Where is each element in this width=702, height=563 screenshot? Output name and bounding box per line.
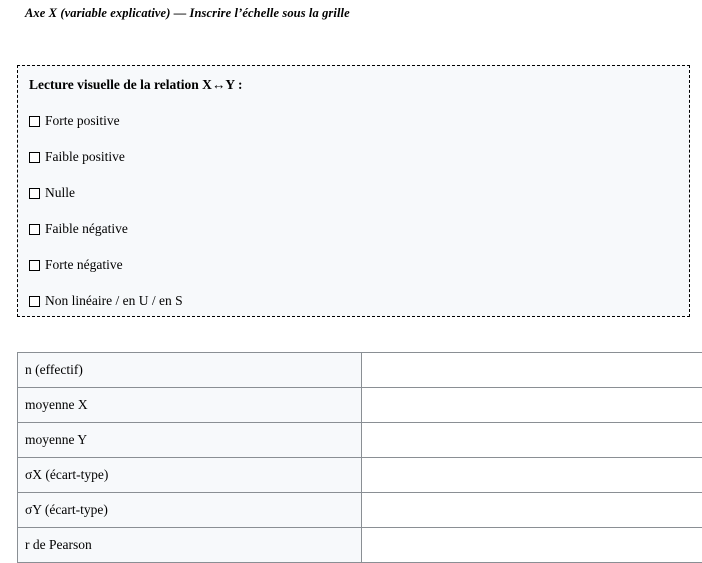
table-row-value[interactable] bbox=[362, 528, 702, 563]
checkbox-option-label: Forte positive bbox=[45, 111, 120, 131]
table-row bbox=[18, 353, 702, 388]
table-row-value[interactable] bbox=[362, 493, 702, 528]
table-row-value[interactable] bbox=[362, 353, 702, 388]
checkbox-option-label: Non linéaire / en U / en S bbox=[45, 291, 183, 311]
checkbox-option-label: Nulle bbox=[45, 183, 75, 203]
table-row-value[interactable] bbox=[362, 388, 702, 423]
table-row-label: σX (écart-type) bbox=[18, 458, 362, 493]
checkbox-option-non-lineaire[interactable] bbox=[29, 291, 689, 311]
checkbox-option-label: Forte négative bbox=[45, 255, 123, 275]
checkbox-option-forte-negative[interactable] bbox=[29, 255, 689, 275]
checkbox-option-forte-positive[interactable] bbox=[29, 111, 689, 131]
table-row-label: σY (écart-type) bbox=[18, 493, 362, 528]
checkbox-option-nulle[interactable] bbox=[29, 183, 689, 203]
table-row-value[interactable] bbox=[362, 423, 702, 458]
statistics-table bbox=[17, 352, 702, 563]
table-row-label: r de Pearson bbox=[18, 528, 362, 563]
checkbox-icon[interactable] bbox=[29, 188, 40, 199]
table-row-label: moyenne X bbox=[18, 388, 362, 423]
table-row bbox=[18, 528, 702, 563]
checkbox-icon[interactable] bbox=[29, 116, 40, 127]
table-row-value[interactable] bbox=[362, 458, 702, 493]
checkbox-option-faible-positive[interactable] bbox=[29, 147, 689, 167]
visual-reading-title: Lecture visuelle de la relation X↔Y : bbox=[29, 75, 689, 95]
table-row bbox=[18, 458, 702, 493]
checkbox-icon[interactable] bbox=[29, 224, 40, 235]
table-row bbox=[18, 493, 702, 528]
table-row-label: n (effectif) bbox=[18, 353, 362, 388]
table-row-label: moyenne Y bbox=[18, 423, 362, 458]
table-row bbox=[18, 388, 702, 423]
table-row bbox=[18, 423, 702, 458]
checkbox-option-label: Faible positive bbox=[45, 147, 125, 167]
visual-reading-section bbox=[17, 65, 690, 317]
checkbox-icon[interactable] bbox=[29, 152, 40, 163]
checkbox-option-label: Faible négative bbox=[45, 219, 128, 239]
checkbox-icon[interactable] bbox=[29, 260, 40, 271]
axis-x-note: Axe X (variable explicative) — Inscrire l’échelle sous la grille bbox=[25, 6, 350, 21]
checkbox-option-faible-negative[interactable] bbox=[29, 219, 689, 239]
checkbox-icon[interactable] bbox=[29, 296, 40, 307]
